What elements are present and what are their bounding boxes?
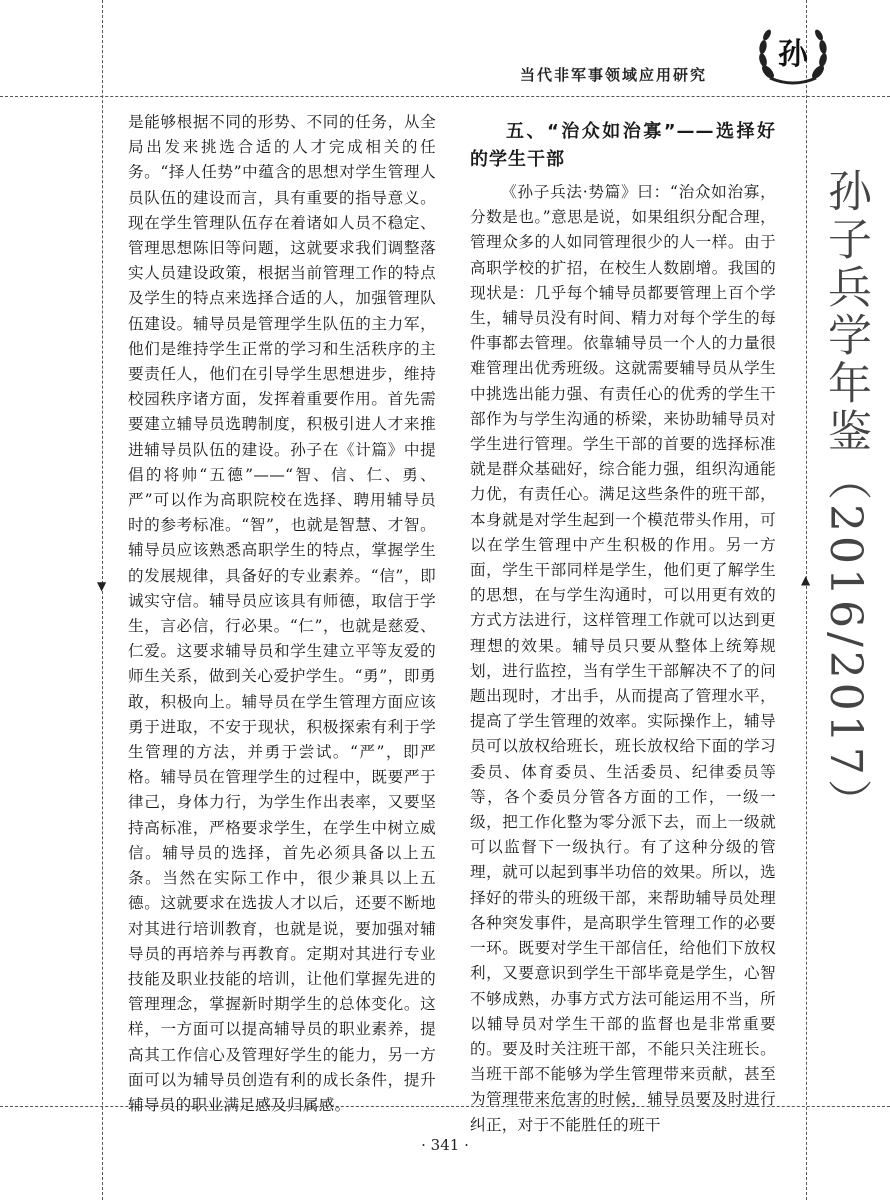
laurel-logo-icon [756,22,830,86]
running-header: 当代非军事领域应用研究 [520,66,708,84]
page-number: · 341 · [421,1136,469,1154]
down-arrow-marker-icon: ▼ [97,579,107,593]
left-margin-guide [102,0,103,1200]
top-margin-guide [0,96,890,97]
section-heading: 五、“治众如治寡”——选择好的学生干部 [470,121,776,170]
right-column-paragraph: 《孙子兵法·势篇》曰：“治众如治寡，分数是也。”意思是说，如果组织分配合理，管理众多的人如同管理很少的人一样。由于高职学校的扩招，在校生人数剧增。我国的现状是：几乎每个辅导员都要管理上百个学生，辅导员没有时间、精力对每个学生的每件事都去管理。依靠辅导员一个人的力量很难管理出优秀班级。这就需要辅导员从学生中挑选出能力强、有责任心的优秀的学生干部作为与学生沟通的桥梁，来协助辅导员对学生进行管理。学生干部的首要的选择标准就是群众基础好，综合能力强，组织沟通能力优，有责任心。满足这些条件的班干部，本身就是对学生起到一个模范带头作用，可以在学生管理中产生积极的作用。另一方面，学生干部同样是学生，他们更了解学生的思想，在与学生沟通时，可以用更有效的方式方法进行，这样管理工作就可以达到更理想的效果。辅导员只要从整体上统筹规划，进行监控，当有学生干部解决不了的问题出现时，才出手，从而提高了管理水平，提高了学生管理的效率。实际操作上，辅导员可以放权给班长，班长放权给下面的学习委员、体育委员、生活委员、纪律委员等等，各个委员分管各方面的工作，一级一级，把工作化整为零分派下去，而上一级就可以监督下一级执行。有了这种分级的管理，就可以起到事半功倍的效果。所以，选择好的带头的班级干部，来帮助辅导员处理各种突发事件，是高职学生管理工作的必要一环。既要对学生干部信任，给他们下放权利，又要意识到学生干部毕竟是学生，心智不够成熟，办事方式方法可能运用不当，所以辅导员对学生干部的监督也是非常重要的。要及时关注班干部，不能只关注班长。当班干部不能够为学生管理带来贡献，甚至为管理带来危害的时候，辅导员要及时进行纠正，对于不能胜任的班干 [470,183,776,1134]
logo-glyph: 孙 [778,37,808,72]
right-text-column [470,118,776,1138]
left-text-column [128,110,436,1118]
spine-title: 孙子兵学年鉴（2016/2017） [820,168,871,827]
left-column-paragraph: 是能够根据不同的形势、不同的任务，从全局出发来挑选合适的人才完成相关的任务。“择人任势”中蕴含的思想对学生管理人员队伍的建设而言，具有重要的指导意义。现在学生管理队伍存在着诸如人员不稳定、管理思想陈旧等问题，这就要求我们调整落实人员建设政策，根据当前管理工作的特点及学生的特点来选择合适的人，加强管理队伍建设。辅导员是管理学生队伍的主力军，他们是维持学生正常的学习和生活秩序的主要责任人，他们在引导学生思想进步，维持校园秩序诸方面，发挥着重要作用。首先需要建立辅导员选聘制度，积极引进人才来推进辅导员队伍的建设。孙子在《计篇》中提倡的将帅“五德”——“智、信、仁、勇、严”可以作为高职院校在选择、聘用辅导员时的参考标准。“智”，也就是智慧、才智。辅导员应该熟悉高职学生的特点，掌握学生的发展规律，具备好的专业素养。“信”，即诚实守信。辅导员应该具有师德，取信于学生，言必信，行必果。“仁”，也就是慈爱、仁爱。这要求辅导员和学生建立平等友爱的师生关系，做到关心爱护学生。“勇”，即勇敢，积极向上。辅导员在学生管理方面应该勇于进取，不安于现状，积极探索有利于学生管理的方法，并勇于尝试。“严”，即严格。辅导员在管理学生的过程中，既要严于律己，身体力行，为学生作出表率，又要坚持高标准，严格要求学生，在学生中树立威信。辅导员的选择，首先必须具备以上五条。当然在实际工作中，很少兼具以上五德。这就要求在选拔人才以后，还要不断地对其进行培训教育，也就是说，要加强对辅导员的再培养与再教育。定期对其进行专业技能及职业技能的培训，让他们掌握先进的管理理念，掌握新时期学生的总体变化。这样，一方面可以提高辅导员的职业素养，提高其工作信心及管理好学生的能力，另一方面可以为辅导员创造有利的成长条件，提升辅导员的职业满足感及归属感。 [128,113,436,1114]
right-margin-guide [806,0,807,1200]
up-arrow-marker-icon: ▲ [801,573,811,587]
